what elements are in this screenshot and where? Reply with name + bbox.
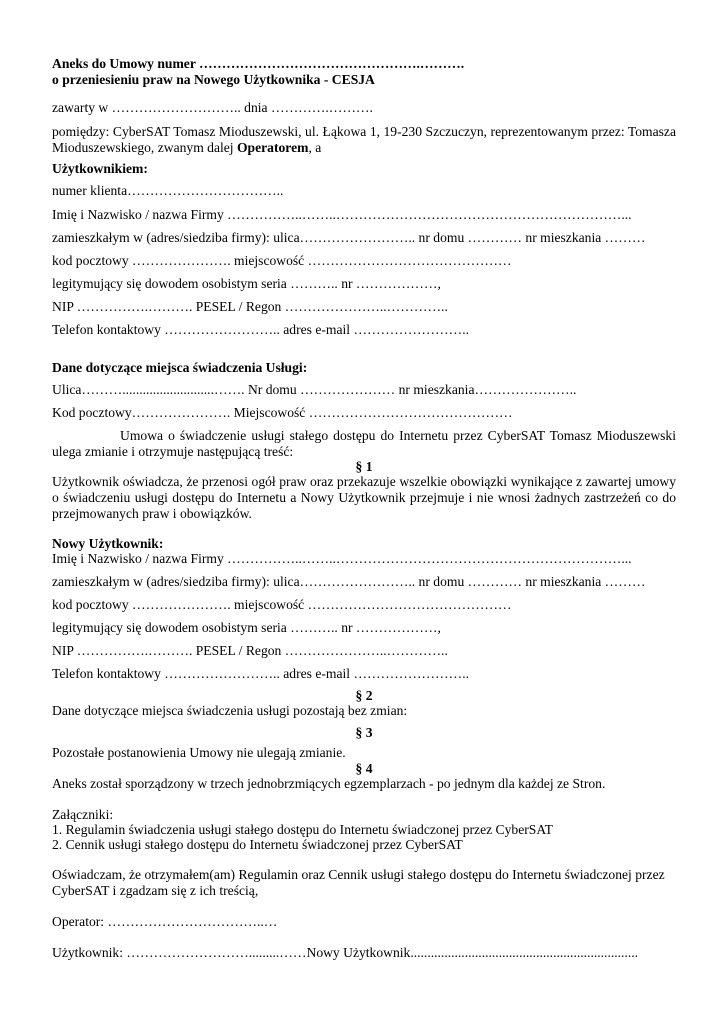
user-signature-line: Użytkownik: ……………………….........……Nowy Użytkownik...................................................................	[52, 945, 639, 960]
contract-place-date: zawarty w ……………………….. dnia ………….……….	[52, 100, 373, 115]
attachments-heading: Załączniki:	[52, 807, 114, 822]
paragraph-1-line-2: o świadczeniu usługi dostępu do Internetu a Nowy Użytkownik przejmuje i nie wnosi żadnych zastrzeżeń co do	[52, 490, 676, 505]
user-phone-field: Telefon kontaktowy …………………….. adres e-mail ……………………..	[52, 322, 469, 337]
paragraph-3-mark: § 3	[355, 725, 373, 740]
parties-line-2	[52, 140, 676, 156]
new-user-postal-field: kod pocztowy …………………. miejscowość ………………………………………	[52, 597, 512, 612]
user-address-field: zamieszkałym w (adres/siedziba firmy): ulica…………………….. nr domu ………… nr mieszkania ………	[52, 230, 646, 245]
new-user-nip-field: NIP …………….………. PESEL / Regon …………………..…………..	[52, 643, 448, 658]
paragraph-2-text: Dane dotyczące miejsca świadczenia usługi pozostają bez zmian:	[52, 703, 408, 718]
document-subtitle: o przeniesieniu praw na Nowego Użytkownika - CESJA	[52, 72, 375, 87]
user-name-field: Imię i Nazwisko / nazwa Firmy ……………..……..………………………………………………………...	[52, 207, 632, 222]
user-nip-field: NIP …………….………. PESEL / Regon …………………..…………..	[52, 299, 448, 314]
paragraph-1-mark: § 1	[355, 459, 373, 474]
paragraph-4-text: Aneks został sporządzony w trzech jednobrzmiących egzemplarzach - po jednym dla każdej ze Stron.	[52, 776, 606, 791]
operator-signature-line: Operator: ……………………………..…	[52, 914, 278, 929]
attachment-item-2: 2. Cennik usługi stałego dostępu do Internetu świadczonej przez CyberSAT	[52, 837, 463, 852]
attachment-item-1: 1. Regulamin świadczenia usługi stałego dostępu do Internetu świadczonej przez CyberSAT	[52, 822, 553, 837]
paragraph-1-line-3: przejmowanych praw i obowiązków.	[52, 506, 252, 521]
service-street-field: Ulica………...........................……. Nr domu ………………… nr mieszkania…………………..	[52, 382, 577, 397]
paragraph-4-mark: § 4	[355, 761, 373, 776]
operator-term: Operatorem	[236, 140, 309, 155]
client-number-field: numer klienta……………………………..	[52, 183, 284, 198]
paragraph-2-mark: § 2	[355, 688, 373, 703]
new-user-heading: Nowy Użytkownik:	[52, 536, 164, 551]
service-place-heading: Dane dotyczące miejsca świadczenia Usługi:	[52, 360, 308, 375]
contract-change-line-2: ulega zmianie i otrzymuje następującą treść:	[52, 444, 294, 459]
paragraph-1-line-1: Użytkownik oświadcza, że przenosi ogół praw oraz przekazuje wszelkie obowiązki wynikające z zawartej umowy	[52, 474, 676, 489]
user-postal-field: kod pocztowy …………………. miejscowość ………………………………………	[52, 253, 512, 268]
new-user-address-field: zamieszkałym w (adres/siedziba firmy): ulica…………………….. nr domu ………… nr mieszkania ………	[52, 574, 646, 589]
parties-line-2-post: , a	[308, 140, 322, 155]
declaration-line-1: Oświadczam, że otrzymałem(am) Regulamin oraz Cennik usługi stałego dostępu do Internetu świadczonej przez	[52, 867, 665, 882]
user-id-field: legitymujący się dowodem osobistym seria ……….. nr ………………,	[52, 276, 441, 291]
contract-change-line-1: Umowa o świadczenie usługi stałego dostępu do Internetu przez CyberSAT Tomasz Mioduszewski	[120, 428, 676, 443]
parties-line-2-pre: Mioduszewskiego, zwanym dalej	[52, 140, 237, 155]
paragraph-3-text: Pozostałe postanowienia Umowy nie ulegają zmianie.	[52, 745, 346, 760]
declaration-line-2: CyberSAT i zgadzam się z ich treścią,	[52, 883, 259, 898]
parties-line-1: pomiędzy: CyberSAT Tomasz Mioduszewski, ul. Łąkowa 1, 19-230 Szczuczyn, reprezentowanym przez: Tomasza	[52, 124, 676, 139]
new-user-id-field: legitymujący się dowodem osobistym seria ……….. nr ………………,	[52, 620, 441, 635]
service-postal-field: Kod pocztowy…………………. Miejscowość ………………………………………	[52, 405, 513, 420]
user-heading: Użytkownikiem:	[52, 161, 148, 176]
document-title: Aneks do Umowy numer ………………………………………….……….	[52, 56, 465, 71]
new-user-phone-field: Telefon kontaktowy …………………….. adres e-mail ……………………..	[52, 666, 469, 681]
new-user-name-field: Imię i Nazwisko / nazwa Firmy ……………..……..………………………………………………………...	[52, 551, 632, 566]
